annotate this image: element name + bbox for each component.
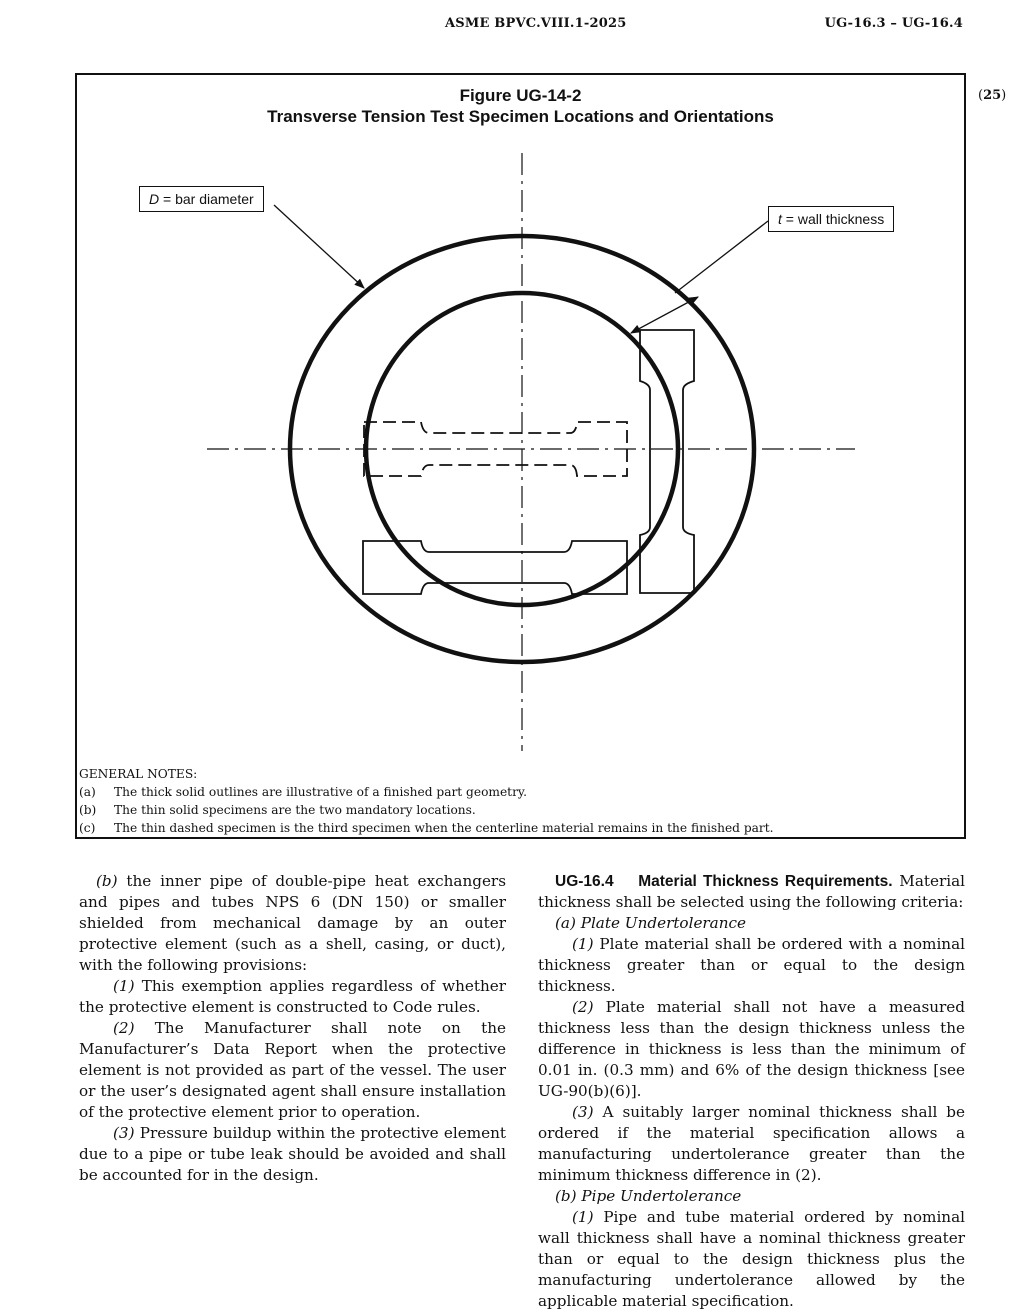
paragraph: (b) the inner pipe of double-pipe heat exchangers and pipes and tubes NPS 6 (DN 150) or smaller shielded from mechanical damage by an outer protective element (such as a shell, casing, or duct), with the following provisions: (79, 872, 506, 974)
revision-marker: (25) (978, 88, 1007, 103)
diameter-callout: D = bar diameter (139, 186, 264, 212)
notes-heading: GENERAL NOTES: (79, 767, 198, 781)
running-header-right: UG-16.3 – UG-16.4 (824, 16, 963, 31)
figure-frame (75, 73, 966, 839)
section-number: UG-16.4 (555, 873, 614, 890)
paragraph: (3) Pressure buildup within the protective element due to a pipe or tube leak should be avoided and shall be accounted for in the design. (79, 1124, 506, 1184)
paragraph: (1) Pipe and tube material ordered by nominal wall thickness shall have a nominal thickness greater than or equal to the design thickness plus the manufacturing undertolerance allowed by the applicable material specification. (538, 1208, 965, 1310)
note-item: (c) The thin dashed specimen is the third specimen when the centerline material remains in the finished part. (79, 821, 774, 835)
paragraph: (1) Plate material shall be ordered with a nominal thickness greater than or equal to the design thickness. (538, 935, 965, 995)
paragraph: (2) The Manufacturer shall note on the Manufacturer’s Data Report when the protective element is not provided as part of the vessel. The user or the user’s designated agent shall ensure installation of the protective element prior to operation. (79, 1019, 506, 1121)
thickness-callout: t = wall thickness (768, 206, 894, 232)
note-item: (a) The thick solid outlines are illustrative of a finished part geometry. (79, 785, 528, 799)
paragraph: (1) This exemption applies regardless of whether the protective element is constructed to Code rules. (79, 977, 506, 1016)
section-paragraph: UG-16.4 Material Thickness Requirements. Material thickness shall be selected using the following criteria: (538, 872, 965, 911)
note-item: (b) The thin solid specimens are the two mandatory locations. (79, 803, 476, 817)
figure-caption: Transverse Tension Test Specimen Locations and Orientations (267, 107, 774, 126)
thickness-leader (675, 221, 768, 293)
general-notes (79, 765, 774, 837)
running-header-left: ASME BPVC.VIII.1-2025 (445, 16, 627, 31)
thickness-dimension-arrow (631, 297, 698, 333)
subheading: (a) Plate Undertolerance (555, 914, 747, 932)
vertical-mandatory-specimen (640, 330, 694, 593)
subheading: (b) Pipe Undertolerance (555, 1187, 742, 1205)
left-text-column (79, 871, 506, 1186)
figure-number: Figure UG-14-2 (459, 86, 582, 105)
section-title: Material Thickness Requirements. (638, 873, 893, 890)
diameter-leader (274, 205, 364, 288)
paragraph: (3) A suitably larger nominal thickness shall be ordered if the material specification allows a manufacturing undertolerance greater than the minimum thickness difference in (2). (538, 1103, 965, 1184)
right-text-column (538, 871, 965, 1312)
paragraph: (2) Plate material shall not have a measured thickness less than the design thickness unless the difference in thickness is less than the minimum of 0.01 in. (0.3 mm) and 6% of the design thickness [see UG-90(b)(6)]. (538, 998, 965, 1100)
